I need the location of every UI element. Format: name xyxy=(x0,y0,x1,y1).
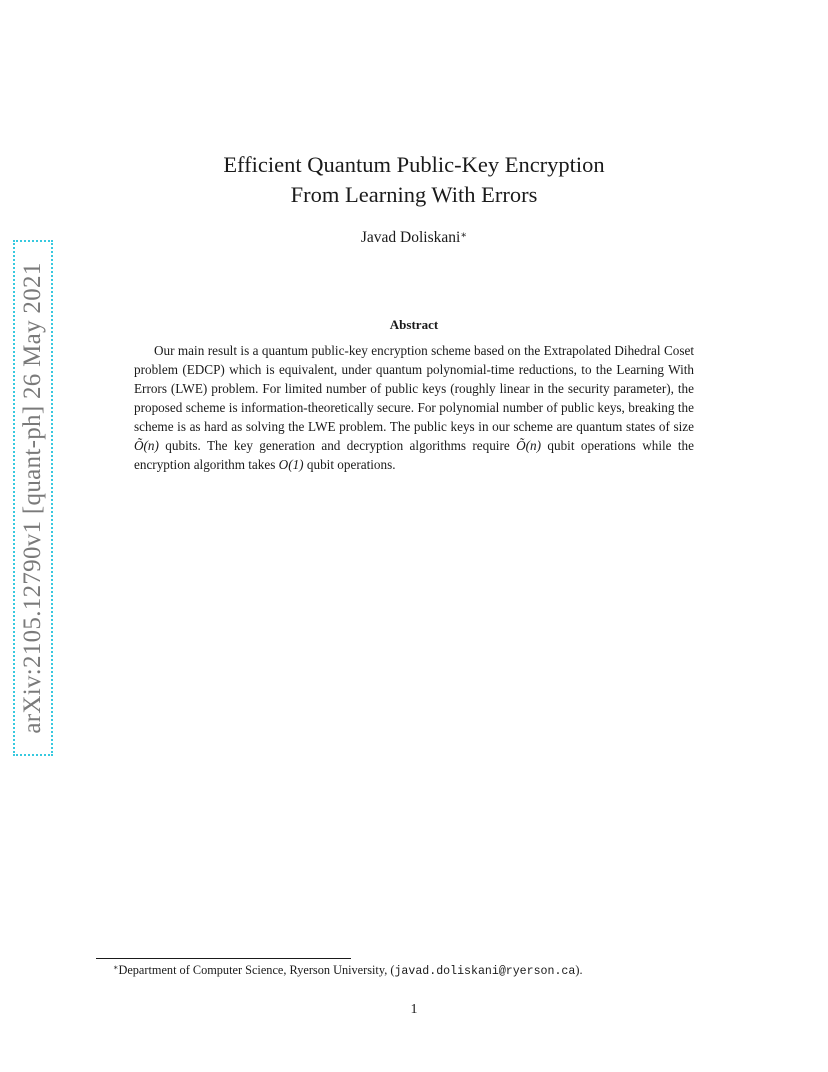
abstract-text-1: Our main result is a quantum public-key encryption scheme based on the Extrapolated Dihedral Coset problem (EDCP) which is equivalent, under quantum polynomial-time reductions, to the Learning With Errors (LWE) problem. For limited number of public keys (roughly linear in the security parameter), the proposed scheme is information-theoretically secure. For polynomial number of public keys, breaking the scheme is as hard as solving the LWE problem. The public keys in our scheme are quantum states of size xyxy=(134,343,694,434)
paper-title xyxy=(0,150,828,210)
abstract-math-2: Õ(n) xyxy=(516,438,541,453)
footnote-divider xyxy=(96,958,351,959)
abstract-body xyxy=(134,341,694,474)
abstract-math-3: O(1) xyxy=(278,457,304,472)
abstract-text-3: qubit operations while the encryption algorithm takes xyxy=(134,438,695,472)
author-footnote-marker: ∗ xyxy=(460,230,468,241)
abstract-text-4: qubit operations. xyxy=(303,457,396,472)
title-line-2: From Learning With Errors xyxy=(290,182,538,207)
abstract-heading: Abstract xyxy=(389,317,439,332)
footnote-affiliation: Department of Computer Science, Ryerson University, ( xyxy=(118,963,395,977)
author-name: Javad Doliskani xyxy=(360,229,461,246)
abstract-math-1: Õ(n) xyxy=(134,438,159,453)
footnote-email: javad.doliskani@ryerson.ca xyxy=(394,965,576,978)
abstract-text-2: qubits. The key generation and decryption algorithms require xyxy=(158,438,517,453)
footnote-closing: ). xyxy=(575,963,583,977)
author-line xyxy=(0,228,828,248)
footnote xyxy=(113,962,583,980)
arxiv-identifier: arXiv:2105.12790v1 [quant-ph] 26 May 2021 xyxy=(19,262,46,734)
title-line-1: Efficient Quantum Public-Key Encryption xyxy=(223,152,605,177)
page-number: 1 xyxy=(410,1002,418,1017)
footnote-marker: ∗ xyxy=(113,963,119,972)
